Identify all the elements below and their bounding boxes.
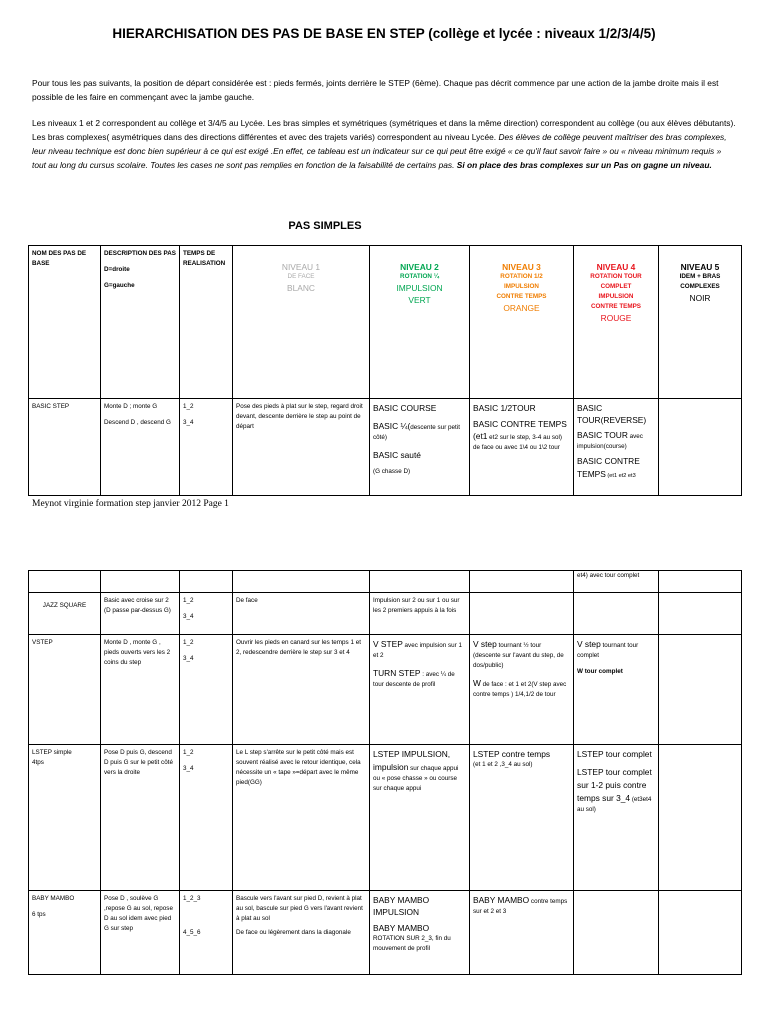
step-level-3 xyxy=(470,635,574,745)
level-2-entry: BASIC sauté xyxy=(373,450,421,460)
step-level-4 xyxy=(574,745,659,891)
level-3-color: ORANGE xyxy=(503,303,540,313)
level-4-note: tournant tour complet xyxy=(577,642,639,659)
time-line: 1_2 xyxy=(183,749,194,756)
level-5-rule-2: COMPLEXES xyxy=(680,283,720,290)
level-4-entry: BASIC CONTRE TEMPS xyxy=(577,456,640,479)
step-description: Monte D , monte G , pieds ouverts vers les 2 coins du step xyxy=(101,635,180,745)
level-4-rule-1: ROTATION TOUR xyxy=(590,273,642,280)
intro-paragraph-1: Pour tous les pas suivants, la position de départ considérée est : pieds fermés, joints derrière le STEP (6ème). Chaque pas décrit commence par une action de la jambe droite mais il est possible de les faire en commençant avec la jambe gauche. xyxy=(32,78,719,102)
desc-line: Descend D , descend G xyxy=(104,419,171,426)
header-level-2 xyxy=(370,246,470,399)
level-2-entry: BASIC ¼( xyxy=(373,421,411,431)
header-name: NOM DES PAS DE BASE xyxy=(29,246,101,399)
step-level-2: Impulsion sur 2 ou sur 1 ou sur les 2 premiers appuis à la fois xyxy=(370,593,470,635)
level-2-rule-2: IMPULSION xyxy=(396,283,443,293)
level-3-entry: V step xyxy=(473,639,497,649)
time-line: 3_4 xyxy=(183,655,194,662)
step-level-3 xyxy=(470,891,574,975)
level-4-entry: LSTEP tour complet sur 1-2 puis contre temps sur 3_4 xyxy=(577,767,652,803)
step-level-2 xyxy=(370,635,470,745)
steps-table-page-1 xyxy=(28,245,742,496)
step-name xyxy=(29,891,101,975)
level-4-color: ROUGE xyxy=(600,313,632,323)
level-4-rule-2: COMPLET xyxy=(600,283,632,290)
step-level-2 xyxy=(370,745,470,891)
table-row-jazz-square xyxy=(29,593,742,635)
header-level-5 xyxy=(659,246,742,399)
step-time xyxy=(180,745,233,891)
step-level-1: Le L step s'arrête sur le petit côté mais est souvent réalisé avec le retour identique, cela nécessite un « tape »=départ avec le même pied(GG) xyxy=(233,745,370,891)
level-4-entry: W tour complet xyxy=(577,668,623,675)
level-3-entry: BASIC 1/2TOUR xyxy=(473,403,536,413)
level-3-entry: LSTEP contre temps xyxy=(473,749,551,759)
level-2-color: VERT xyxy=(408,295,431,305)
step-level-3 xyxy=(470,399,574,496)
step-time xyxy=(180,635,233,745)
step-name-line: 4tps xyxy=(32,759,44,766)
time-line: 1_2 xyxy=(183,403,194,410)
level-2-entry: TURN STEP xyxy=(373,668,421,678)
level-3-title: NIVEAU 3 xyxy=(502,262,541,272)
time-line: 4_5_6 xyxy=(183,929,201,936)
level-3-rule-3: CONTRE TEMPS xyxy=(496,293,547,300)
step-description: Basic avec croise sur 2 (D passe par-dessus G) xyxy=(101,593,180,635)
level-1-title: NIVEAU 1 xyxy=(281,262,321,272)
level-2-entry: BABY MAMBO IMPULSION xyxy=(373,895,430,917)
step-name: JAZZ SQUARE xyxy=(29,593,101,635)
intro-paragraph-2 xyxy=(32,116,736,172)
level-1-note: Bascule vers l'avant sur pied D, revient à plat au sol, bascule sur pied G vers l'avant revient à plat au sol xyxy=(236,895,363,922)
step-time xyxy=(180,593,233,635)
step-level-1 xyxy=(233,891,370,975)
level-2-title: NIVEAU 2 xyxy=(400,262,439,272)
level-3-note: contre temps sur et 2 et 3 xyxy=(473,898,568,915)
header-row xyxy=(29,246,742,399)
table-row-vstep xyxy=(29,635,742,745)
continuation-level-4: et4) avec tour complet xyxy=(574,571,659,593)
level-3-rule-2: IMPULSION xyxy=(504,283,539,290)
time-line: 3_4 xyxy=(183,419,194,426)
page-footer: Meynot virginie formation step janvier 2012 Page 1 xyxy=(32,499,229,509)
table-row-continuation xyxy=(29,571,742,593)
level-2-entry: BASIC COURSE xyxy=(373,403,437,413)
step-name: VSTEP xyxy=(29,635,101,745)
document-title: HIERARCHISATION DES PAS DE BASE EN STEP (collège et lycée : niveaux 1/2/3/4/5) xyxy=(112,26,656,41)
level-3-entry: BASIC CONTRE TEMPS xyxy=(473,419,567,429)
step-name xyxy=(29,745,101,891)
step-level-5 xyxy=(659,399,742,496)
level-2-entry: LSTEP IMPULSION, impulsion xyxy=(373,749,451,772)
intro-text-bold: Si on place des bras complexes sur un Pas on gagne un niveau. xyxy=(456,160,712,170)
level-2-entry: V STEP xyxy=(373,639,403,649)
level-3-rule-1: ROTATION 1/2 xyxy=(500,273,543,280)
level-2-note: : avec ¼ de tour descente de profil xyxy=(373,671,455,688)
step-description: Pose D puis G, descend D puis G sur le petit côté vers la droite xyxy=(101,745,180,891)
step-level-4 xyxy=(574,399,659,496)
header-time: TEMPS DE REALISATION xyxy=(180,246,233,399)
level-2-note: ROTATION SUR 2_3, fin du mouvement de profil xyxy=(373,935,451,952)
step-level-1: Pose des pieds à plat sur le step, regard droit devant, descente derrière le step au point de départ xyxy=(233,399,370,496)
step-level-2 xyxy=(370,891,470,975)
header-level-4 xyxy=(574,246,659,399)
level-4-entry: BASIC TOUR xyxy=(577,430,628,440)
level-2-note: (G chasse D) xyxy=(373,468,411,475)
intro-text-italic: Des élèves de collège peuvent maîtriser des bras complexes, leur niveau technique est donc bien supérieur à ce qui est exigé .En effet, ce tableau est un indicateur sur ce qui peut être exigé « ce qu'il faut savoir faire » ou « niveau minimum requis » tout au long du cursus scolaire. Toutes les cases ne sont pas remplies en fonction de la faisabilité de certains pas. xyxy=(32,132,727,170)
level-4-entry: LSTEP tour complet xyxy=(577,749,652,759)
table-row-basic-step xyxy=(29,399,742,496)
step-level-1: Ouvrir les pieds en canard sur les temps 1 et 2, redescendre derrière le step sur 3 et 4 xyxy=(233,635,370,745)
level-3-note: et2 sur le step, 3-4 au sol) de face ou avec 1\4 ou 1\2 tour xyxy=(473,434,562,451)
level-3-note: de face : et 1 et 2(V step avec contre temps ) 1/4,1/2 de tour xyxy=(473,681,567,698)
level-3-entry: BABY MAMBO xyxy=(473,895,530,905)
time-line: 1_2 xyxy=(183,597,194,604)
step-level-2 xyxy=(370,399,470,496)
level-3-entry: W xyxy=(473,678,481,688)
intro-text-plain: Les niveaux 1 et 2 correspondent au collège et 3/4/5 au Lycée. Les bras simples et symétriques (symétriques et dans la même direction) correspondent au collège (ou aux élèves débutants). Les bras complexes( asymétriques dans des directions différentes et avec des trajets variés) correspondent au niveau Lycée. xyxy=(32,118,736,142)
level-2-entry: BABY MAMBO xyxy=(373,923,430,933)
step-level-4 xyxy=(574,635,659,745)
level-4-note: (et1 et2 et3 xyxy=(605,473,636,479)
level-2-note: avec impulsion sur 1 et 2 xyxy=(373,642,462,659)
step-time xyxy=(180,399,233,496)
step-level-3 xyxy=(470,745,574,891)
level-3-entry: (et1 xyxy=(473,431,488,441)
table-row-lstep xyxy=(29,745,742,891)
level-4-note: avec impulsion(course) xyxy=(577,433,643,450)
step-description xyxy=(101,399,180,496)
step-description: Pose D , soulève G ,repose G au sol, repose D au sol idem avec pied G sur step xyxy=(101,891,180,975)
level-3-note: tournant ½ tour (descente sur l'avant du step, de dos/public) xyxy=(473,642,564,669)
step-level-1: De face xyxy=(233,593,370,635)
level-1-rule: DE FACE xyxy=(287,273,315,280)
level-4-rule-4: CONTRE TEMPS xyxy=(590,303,642,310)
step-name: BASIC STEP xyxy=(29,399,101,496)
step-name-line: BABY MAMBO xyxy=(32,895,75,902)
level-5-color: NOIR xyxy=(689,293,711,303)
header-desc-g: G=gauche xyxy=(104,282,135,289)
header-level-1 xyxy=(233,246,370,399)
header-description xyxy=(101,246,180,399)
steps-table-page-2 xyxy=(28,570,742,975)
section-title: PAS SIMPLES xyxy=(288,220,362,232)
level-5-title: NIVEAU 5 xyxy=(680,262,720,272)
header-level-3 xyxy=(470,246,574,399)
level-2-note: sur chaque appui ou « pose chasse » ou course sur chaque appui xyxy=(373,765,459,792)
desc-line: Monte D ; monte G xyxy=(104,403,158,410)
header-desc-d: D=droite xyxy=(104,266,130,273)
table-row-baby-mambo xyxy=(29,891,742,975)
level-4-title: NIVEAU 4 xyxy=(596,262,636,272)
level-3-note: (et 1 et 2 ,3_4 au sol) xyxy=(473,761,533,768)
level-2-rule-1: ROTATION ¼ xyxy=(400,273,439,280)
time-line: 3_4 xyxy=(183,613,194,620)
time-line: 3_4 xyxy=(183,765,194,772)
level-1-note: De face ou légèrement dans la diagonale xyxy=(236,929,351,936)
level-5-rule-1: IDEM + BRAS xyxy=(679,273,721,280)
level-4-entry: BASIC TOUR(REVERSE) xyxy=(577,403,647,425)
time-line: 1_2 xyxy=(183,639,194,646)
level-4-note: (et3et4 au sol) xyxy=(577,796,652,813)
level-4-rule-3: IMPULSION xyxy=(598,293,634,300)
step-time xyxy=(180,891,233,975)
level-1-color: BLANC xyxy=(287,283,315,293)
step-name-line: 6 tps xyxy=(32,911,46,918)
level-2-note: descente sur petit côté) xyxy=(373,424,460,441)
step-name-line: LSTEP simple xyxy=(32,749,72,756)
header-desc-title: DESCRIPTION DES PAS xyxy=(104,250,176,257)
time-line: 1_2_3 xyxy=(183,895,201,902)
level-4-entry: V step xyxy=(577,639,601,649)
